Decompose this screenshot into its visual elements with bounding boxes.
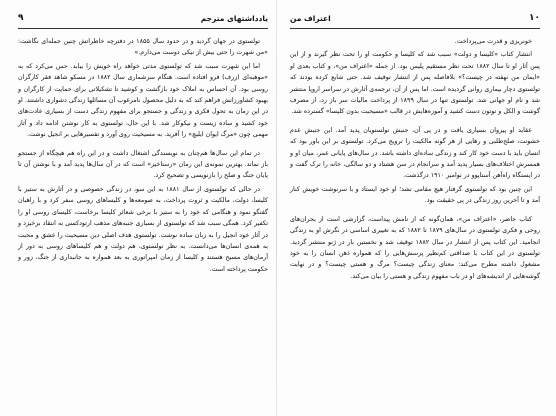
right-page-header: [290, 10, 540, 26]
left-page: [8, 0, 278, 416]
left-page-number: ۹: [18, 13, 24, 23]
paragraph: در تمام این سال‌ها هم‌چنان به نویسندگی اشتغال داشت و در این راه هم هیچگاه از جستجو باز نماند. بهترین نمونه‌ی این رمان «رستاخیز» است که در آن سال‌ها پدید آمد و با نوشتن آن تا پایان جنگ و صلح را بازنویسی و تصحیح کرد.: [18, 149, 268, 180]
paragraph: کتاب حاضر، «اعتراف من»، همان‌گونه که از نامش پیداست، گزارشی است از بحران‌های روحی و فکری تولستوی در سال‌های ۱۸۷۹ تا ۱۸۸۲ که به تغییری اساسی در نگرش او به زندگی انجامید. این کتاب پس از انتشار در سال ۱۸۸۲ توقیف شد و نخستین بار در ژنو منتشر گردید. تولستوی در این کتاب با صداقتی کم‌نظیر پرسش‌هایی را که همواره ذهن انسان را به خود مشغول داشته مطرح می‌کند: معنای زندگی چیست؟ مرگ و هستی چیست؟ و در نهایت گوشه‌هایی از اندیشه‌های او در باب مفهوم زندگی و هستی را بیان می‌کند.: [290, 215, 540, 280]
right-page-number: ۱۰: [529, 13, 540, 23]
right-header-rule: [290, 28, 540, 29]
paragraph: در حالی که تولستوی از سال ۱۸۸۱ به این سو، در زندگی خصوصی و در آثارش به ستیز با کلیسا، دولت، مالکیت و ثروت پرداخت، به صومعه‌ها و کلیساهای روسی سفر کرد و با راهبان گفتگو نمود و هنگامی که خود را به ستیز با برخی شعائر کلیسا برخاست، کلیسای روسی او را تکفیر کرد. همگی سبب شد که تولستوی از بسیاری جنبه‌های مذهب ارتودکسی به انتقاد برخیزد و در آثار خود انجیل را به زبان ساده نوشت. تولستوی هدف اصلی دین مسیحیت را عشق و محبت به همه‌ی انسان‌ها می‌دانست. به نظر تولستوی، هم دولت و هم کلیساهای روسی به دور از آرمان‌های مسیح هستند و کلیسا از زمان امپراتوری به بعد همواره به جانبداری از جنگ، زور و حکومت پرداخته است.: [18, 185, 268, 273]
left-page-body: [18, 36, 268, 412]
paragraph: خونریزی و قدرت می‌پرداخت.: [454, 38, 532, 45]
left-header-title: یادداشتهای مترجم: [200, 13, 268, 23]
book-gutter: [276, 0, 277, 416]
left-page-header: [18, 10, 268, 26]
right-page-body: [290, 36, 540, 412]
paragraph: تولستوی در جهان گردید و در حدود سال ۱۸۵۵ در دفترچه خاطراتش چنین جمله‌ای نگاشت: «من شهرت را حتی بیش از نیکی دوست می‌دارم.»: [18, 38, 268, 57]
paragraph: اما این شهرت سبب شد که تولستوی مدتی خواهد راه خویش را بیابد. حس می‌کرد که به «موهبه‌ای (زرف) فرو افتاده است. هنگام سرشماری سال ۱۸۸۲ در مسکو شاهد فقر کارگران روسی بود. آن احساس به املاک خود بازگشت و کوشید تا تشکیلاتی برای حمایت از کارگران و بهبود کشاورزانش فراهم کند که به دلیل محصول نامرغوب آن مسائلها زندگی دشواری داشتند. او در این زمان به تحول فکری و زندگی و جستجو برای مفهوم زندگی دست از بسیاری عادت‌های خود کشید و ساده زیست و نیکوکار شد. با این حال، تولستوی به کار نوشتن ادامه داد و آثار مهمی چون «مرگ ایوان ایلیچ» را آفرید. به مسیحیت روی آورد و تفسیرهایی بر انجیل نوشت.: [18, 62, 268, 139]
left-header-rule: [18, 28, 268, 29]
paragraph: انتشار کتاب «کلیسا و دولت» سبب شد که کلیسا و حکومت او را تحت نظر گیرند و از این پس آثار او تا سال ۱۸۸۲ تحت نظر مستقیم پلیس بود. از جمله «اعتراف من»، و کتاب بعدی او «ایمان من نهفته در چیست؟» بلافاصله پس از انتشار توقیف شد. حتی شایع کرده بودند که تولستوی دچار بیماری روانی گردیده است. اما پس از آن، ترجمه‌ی آثارش در سراسر اروپا منتشر شد و نام او جهانی شد. تولستوی تنها در سال ۱۸۹۹ از پرداخت مالیات سر باز زد، از مصرف گوشت و الکل و توتون دست کشید و آموزه‌هایش در قالب «مسیحیت بدون کلیسا» گسترده شد.: [290, 51, 540, 116]
right-page: [280, 0, 550, 416]
paragraph: عقاید او پیروان بسیاری یافت و در پی آن، جنبش تولستویان پدید آمد. این جنبش عدم خشونت، صلح‌طلبی و رهایی از هر گونه مالکیت را ترویج می‌کرد. تولستوی بر این باور بود که انسان باید با دست خود کار کند و زندگی ساده‌ای داشته باشد. در سال‌های پایانی عمر، میان او و همسرش اختلاف‌های بسیار پدید آمد و سرانجام در سن هشتاد و دو سالگی، خانه را ترک گفت و در ایستگاه راه‌آهن آستاپوو در نوامبر ۱۹۱۰ درگذشت.: [290, 126, 540, 180]
right-header-title: اعتراف من: [290, 13, 331, 23]
paragraph: این چنین بود که تولستوی گرفتار هیچ مقامی نشد؛ او خود ایستاد و با سرنوشت خویش کنار آمد و تا آخرین روز زندگی در پی حقیقت بود.: [290, 185, 540, 205]
